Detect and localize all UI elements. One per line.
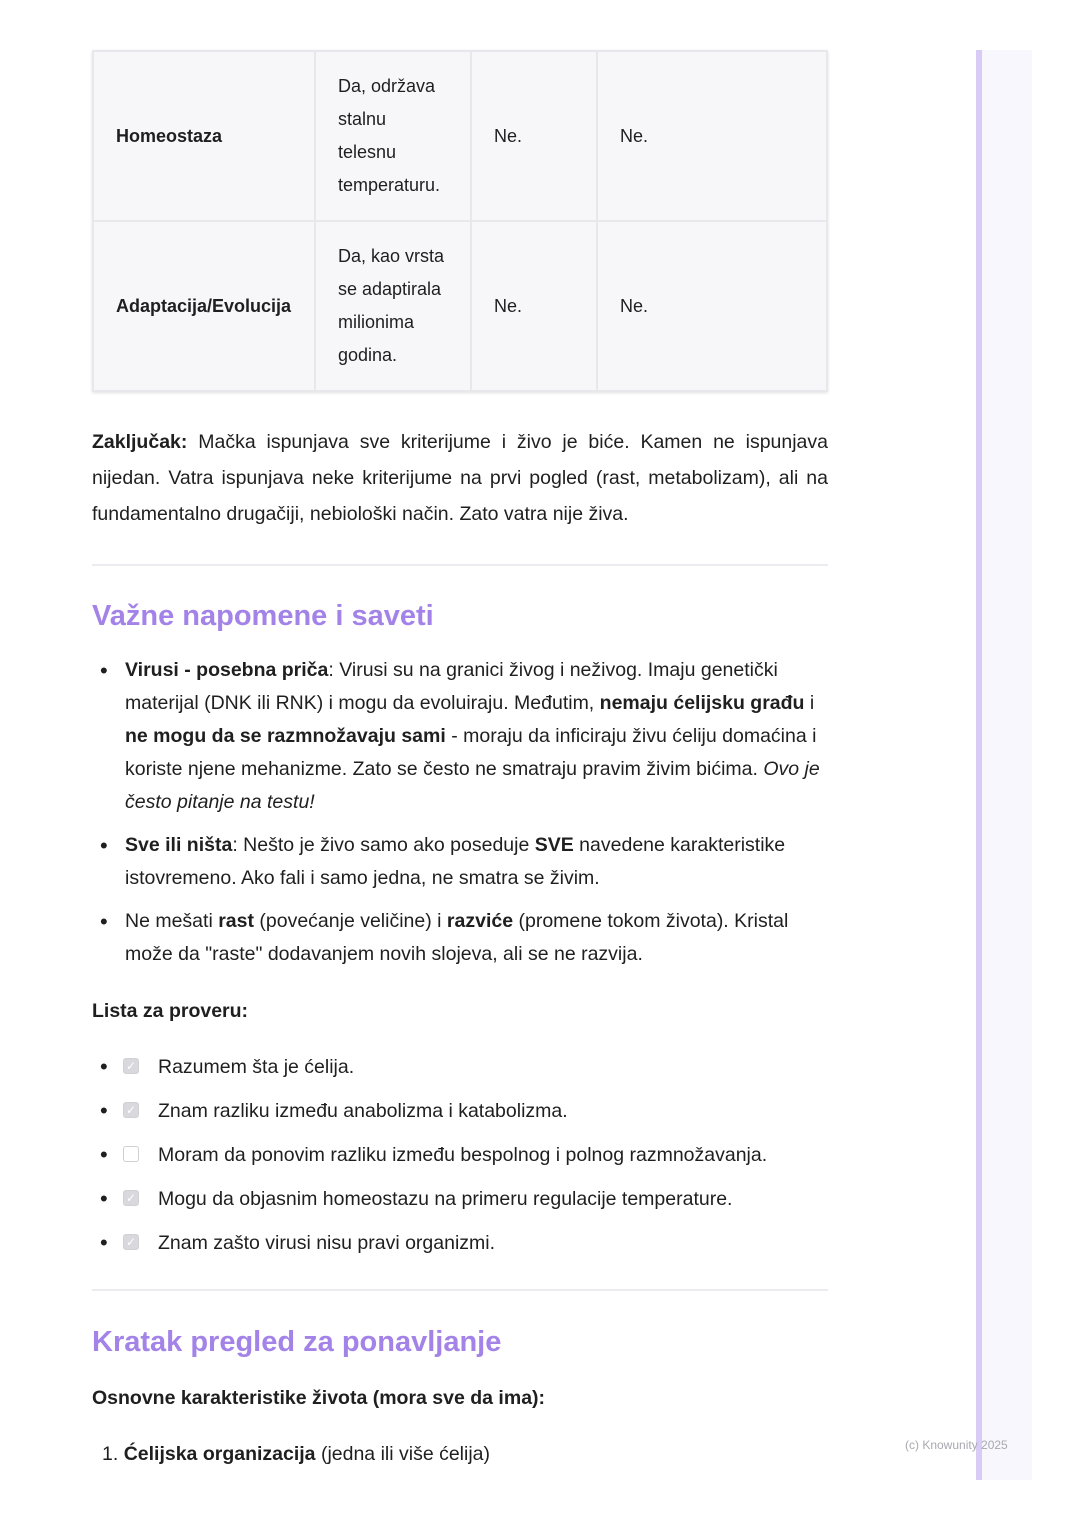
list-item	[92, 654, 828, 819]
checkbox-checked[interactable]: • ✓	[123, 1058, 139, 1074]
table-row	[93, 221, 827, 391]
checklist-item	[92, 1136, 767, 1180]
note-text: : Virusi su na granici živog i neživog. Imaju genetički materijal (DNK ili RNK) i mogu da evoluiraju. Međutim,	[125, 659, 778, 714]
note-bold: Sve ili ništa	[125, 834, 233, 856]
section-divider	[92, 564, 828, 566]
table-cell-criterion: Adaptacija/Evolucija	[93, 221, 315, 391]
table-cell-fire: Ne.	[597, 51, 827, 221]
note-bold: SVE	[534, 834, 574, 856]
notes-list	[92, 654, 828, 981]
note-text: navedene karakteristike istovremeno. Ako fali i samo jedna, ne smatra se živim.	[125, 834, 786, 889]
table-cell-criterion: Homeostaza	[93, 51, 315, 221]
summary-list	[92, 1436, 490, 1472]
note-text: Ne mešati	[125, 910, 219, 932]
table-cell-stone: Ne.	[471, 51, 597, 221]
copyright-footer: (c) Knowunity 2025	[905, 1438, 1008, 1452]
sidebar-accent-line	[976, 50, 982, 1480]
checklist-label: Znam razliku između anabolizma i katabolizma.	[158, 1100, 568, 1122]
conclusion-label: Zaključak:	[92, 431, 188, 453]
notes-heading: Važne napomene i saveti	[92, 600, 434, 632]
summary-subheading: Osnovne karakteristike života (mora sve da ima):	[92, 1387, 546, 1409]
note-bold: Virusi - posebna priča	[125, 659, 329, 681]
checklist-item	[92, 1048, 767, 1092]
checklist-item	[92, 1224, 767, 1268]
criteria-table	[92, 50, 828, 392]
conclusion-text: Mačka ispunjava sve kriterijume i živo je biće. Kamen ne ispunjava nijedan. Vatra ispunjava neke kriterijume na prvi pogled (rast, metabolizam), ali na fundamentalno drugačiji, nebiološki način. Zato vatra nije živa.	[92, 431, 828, 525]
note-text: (promene tokom života). Kristal može da "raste" dodavanjem novih slojeva, ali se ne razvija.	[125, 910, 789, 965]
list-number: 1.	[102, 1443, 119, 1465]
table-cell-stone: Ne.	[471, 221, 597, 391]
note-text: - moraju da inficiraju živu ćeliju domaćina i koriste njene mehanizme. Zato se često ne smatraju pravim živim bićima.	[125, 725, 817, 780]
sidebar-panel	[976, 50, 1032, 1480]
section-divider	[92, 1289, 828, 1291]
checkbox-unchecked[interactable]	[123, 1146, 139, 1162]
list-item	[92, 829, 828, 895]
note-bold: nemaju ćelijsku građu	[599, 692, 805, 714]
checklist-label: Mogu da objasnim homeostazu na primeru regulacije temperature.	[158, 1188, 733, 1210]
note-text: i	[804, 692, 815, 714]
table-cell-fire: Ne.	[597, 221, 827, 391]
checklist	[92, 1048, 767, 1268]
checkbox-checked[interactable]: • ✓	[123, 1234, 139, 1250]
note-bold: ne mogu da se razmnožavaju sami	[125, 725, 446, 747]
table-row	[93, 51, 827, 221]
note-text: : Nešto je živo samo ako poseduje	[232, 834, 535, 856]
note-bold: rast	[218, 910, 254, 932]
list-item	[92, 1436, 490, 1472]
checklist-label: Razumem šta je ćelija.	[158, 1056, 355, 1078]
summary-heading: Kratak pregled za ponavljanje	[92, 1326, 502, 1358]
checklist-item	[92, 1180, 767, 1224]
checklist-heading: Lista za proveru:	[92, 1000, 249, 1022]
note-text: (povećanje veličine) i	[253, 910, 447, 932]
checkbox-checked[interactable]: • ✓	[123, 1102, 139, 1118]
summary-text: (jedna ili više ćelija)	[315, 1443, 491, 1465]
table-cell-cat: Da, održava stalnu telesnu temperaturu.	[315, 51, 471, 221]
checklist-label: Moram da ponovim razliku između bespolnog i polnog razmnožavanja.	[158, 1144, 768, 1166]
conclusion-paragraph	[92, 424, 828, 532]
note-italic: Ovo je često pitanje na testu!	[125, 758, 820, 813]
table-cell-cat: Da, kao vrsta se adaptirala milionima godina.	[315, 221, 471, 391]
checklist-item	[92, 1092, 767, 1136]
checkbox-checked[interactable]: • ✓	[123, 1190, 139, 1206]
note-bold: razviće	[446, 910, 514, 932]
summary-bold: Ćelijska organizacija	[123, 1443, 316, 1465]
checklist-label: Znam zašto virusi nisu pravi organizmi.	[158, 1232, 496, 1254]
list-item	[92, 905, 828, 971]
